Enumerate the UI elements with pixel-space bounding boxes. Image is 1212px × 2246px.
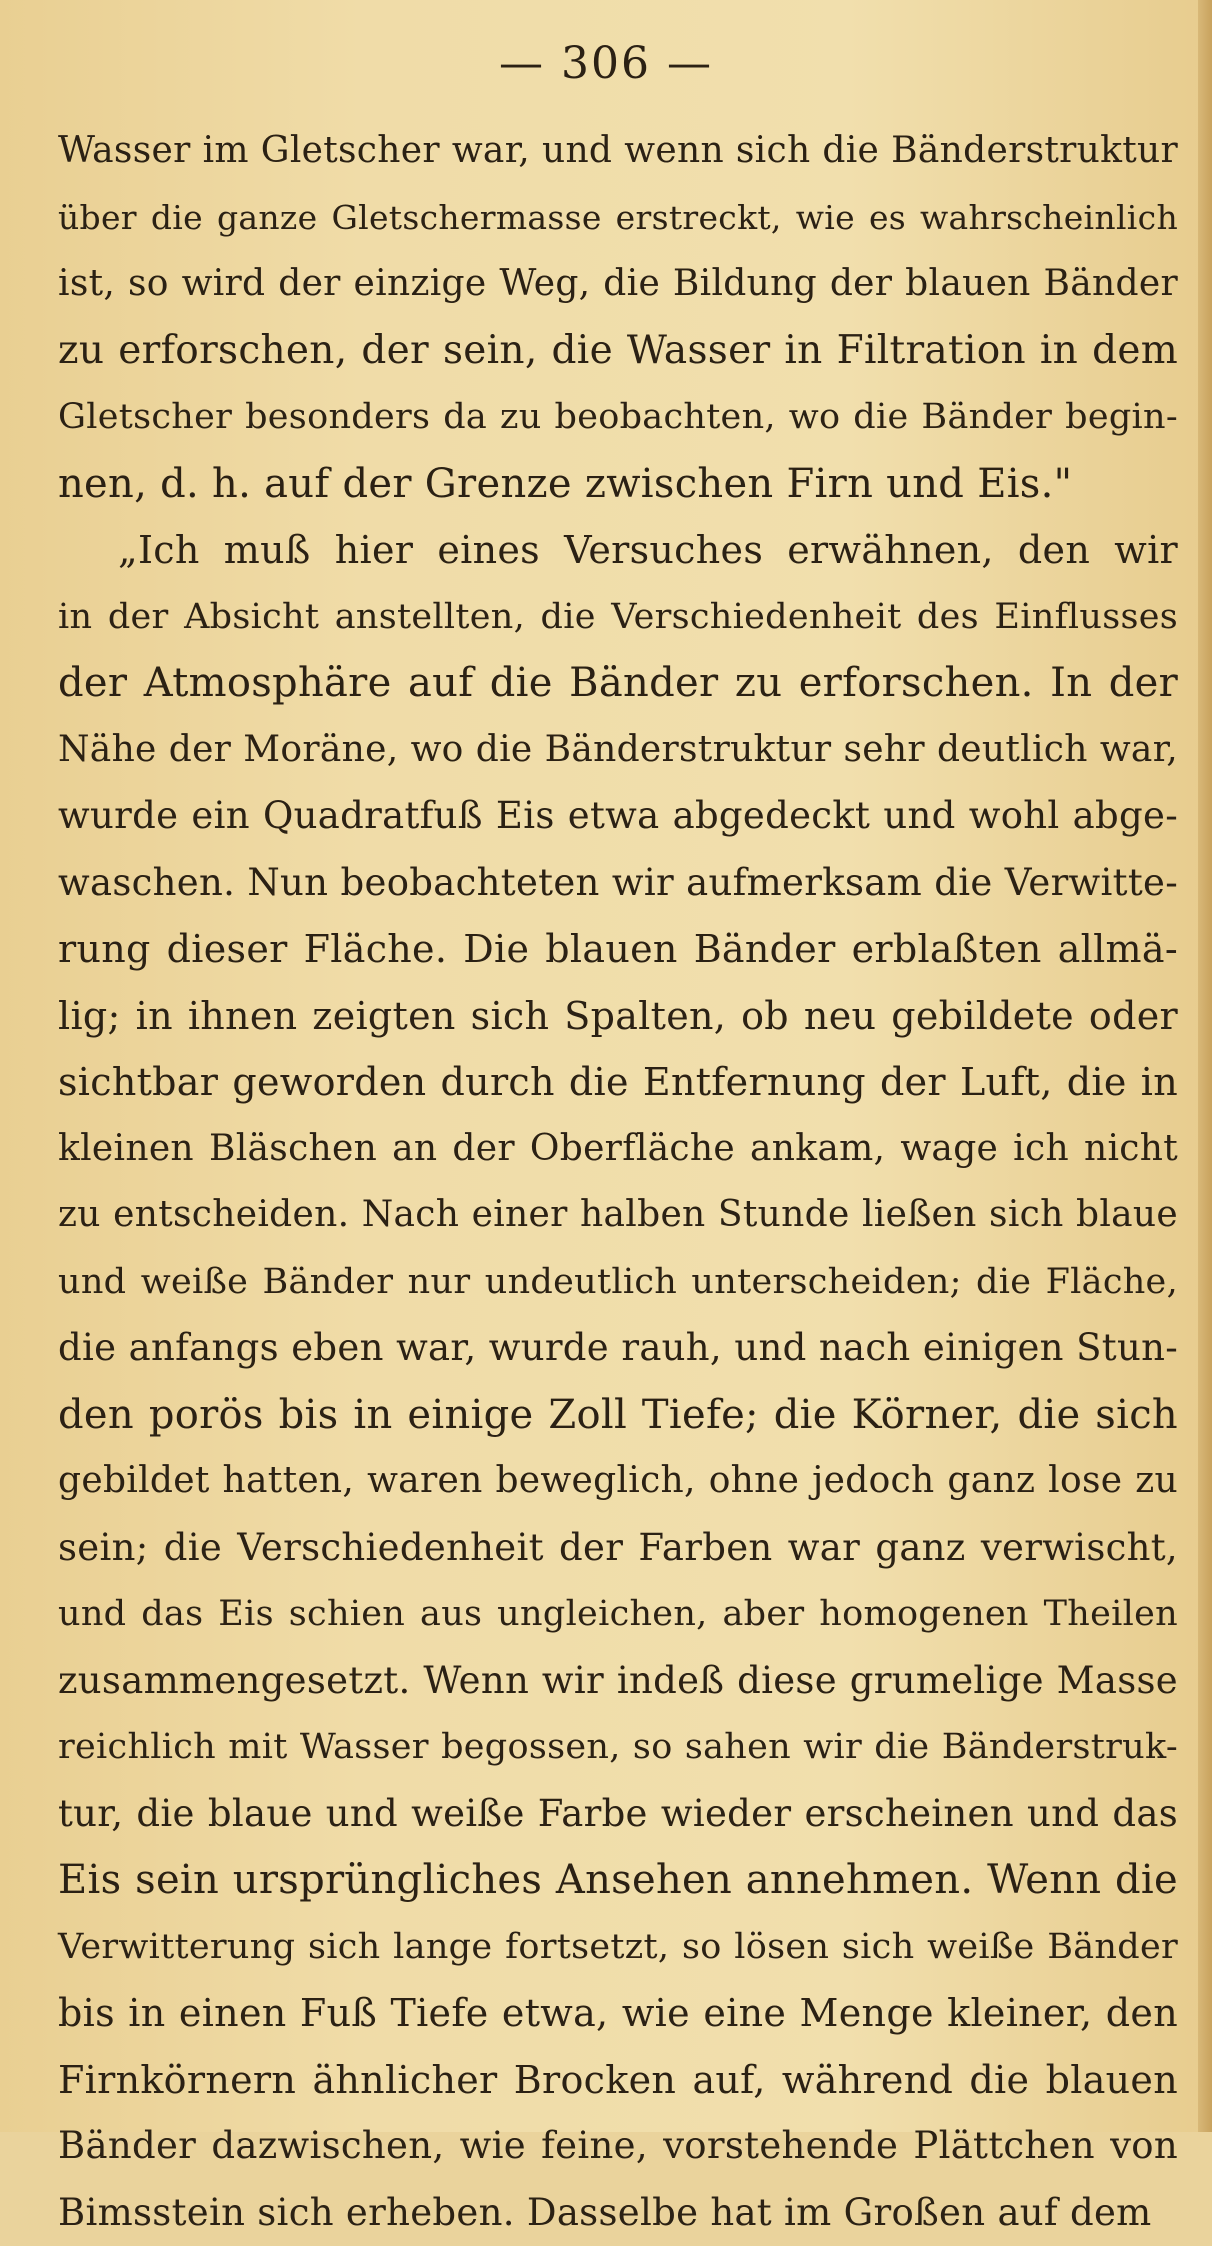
text-line: zu entscheiden. Nach einer halben Stunde ließen sich blaue xyxy=(58,1182,1178,1249)
text-line: zu erforschen, der sein, die Wasser in Filtration in dem xyxy=(58,318,1178,385)
text-line: Firnkörnern ähnlicher Brocken auf, während die blauen xyxy=(58,2047,1178,2114)
text-line: Eis sein ursprüngliches Ansehen annehmen. Wenn die xyxy=(58,1847,1178,1914)
text-line: den porös bis in einige Zoll Tiefe; die Körner, die sich xyxy=(58,1382,1178,1449)
text-line: und weiße Bänder nur undeutlich unterscheiden; die Fläche, xyxy=(58,1249,1178,1316)
text-line: nen, d. h. auf der Grenze zwischen Firn und Eis." xyxy=(58,451,1178,518)
text-line: der Atmosphäre auf die Bänder zu erforschen. In der xyxy=(58,650,1178,717)
text-line: Nähe der Moräne, wo die Bänderstruktur sehr deutlich war, xyxy=(58,717,1178,784)
text-line: wurde ein Quadratfuß Eis etwa abgedeckt und wohl abge- xyxy=(58,783,1178,850)
text-line: „Ich muß hier eines Versuches erwähnen, den wir xyxy=(58,517,1178,584)
text-line: Verwitterung sich lange fortsetzt, so lösen sich weiße Bänder xyxy=(58,1914,1178,1981)
text-line: lig; in ihnen zeigten sich Spalten, ob neu gebildete oder xyxy=(58,983,1178,1050)
text-line: reichlich mit Wasser begossen, so sahen wir die Bänderstruk- xyxy=(58,1714,1178,1781)
text-line: sein; die Verschiedenheit der Farben war ganz verwischt, xyxy=(58,1515,1178,1582)
text-line: Wasser im Gletscher war, und wenn sich die Bänderstruktur xyxy=(58,118,1178,185)
text-line: in der Absicht anstellten, die Verschiedenheit des Einflusses xyxy=(58,584,1178,651)
text-line: sichtbar geworden durch die Entfernung der Luft, die in xyxy=(58,1049,1178,1116)
text-line: Bimsstein sich erheben. Dasselbe hat im Großen auf dem xyxy=(58,2180,1178,2246)
text-line: ist, so wird der einzige Weg, die Bildung der blauen Bänder xyxy=(58,251,1178,318)
text-line: Bänder dazwischen, wie feine, vorstehende Plättchen von xyxy=(58,2113,1178,2180)
text-line: und das Eis schien aus ungleichen, aber homogenen Theilen xyxy=(58,1581,1178,1648)
page-edge xyxy=(1198,0,1212,2132)
body-text xyxy=(58,118,1178,2246)
text-line: Gletscher besonders da zu beobachten, wo die Bänder begin- xyxy=(58,384,1178,451)
page-number: — 306 — xyxy=(0,38,1212,89)
text-line: gebildet hatten, waren beweglich, ohne jedoch ganz lose zu xyxy=(58,1448,1178,1515)
text-line: über die ganze Gletschermasse erstreckt, wie es wahrscheinlich xyxy=(58,185,1178,252)
text-line: kleinen Bläschen an der Oberfläche ankam, wage ich nicht xyxy=(58,1116,1178,1183)
text-line: bis in einen Fuß Tiefe etwa, wie eine Menge kleiner, den xyxy=(58,1980,1178,2047)
text-line: waschen. Nun beobachteten wir aufmerksam die Verwitte- xyxy=(58,850,1178,917)
text-line: die anfangs eben war, wurde rauh, und nach einigen Stun- xyxy=(58,1315,1178,1382)
text-line: tur, die blaue und weiße Farbe wieder erscheinen und das xyxy=(58,1781,1178,1848)
text-line: zusammengesetzt. Wenn wir indeß diese grumelige Masse xyxy=(58,1648,1178,1715)
text-line: rung dieser Fläche. Die blauen Bänder erblaßten allmä- xyxy=(58,916,1178,983)
